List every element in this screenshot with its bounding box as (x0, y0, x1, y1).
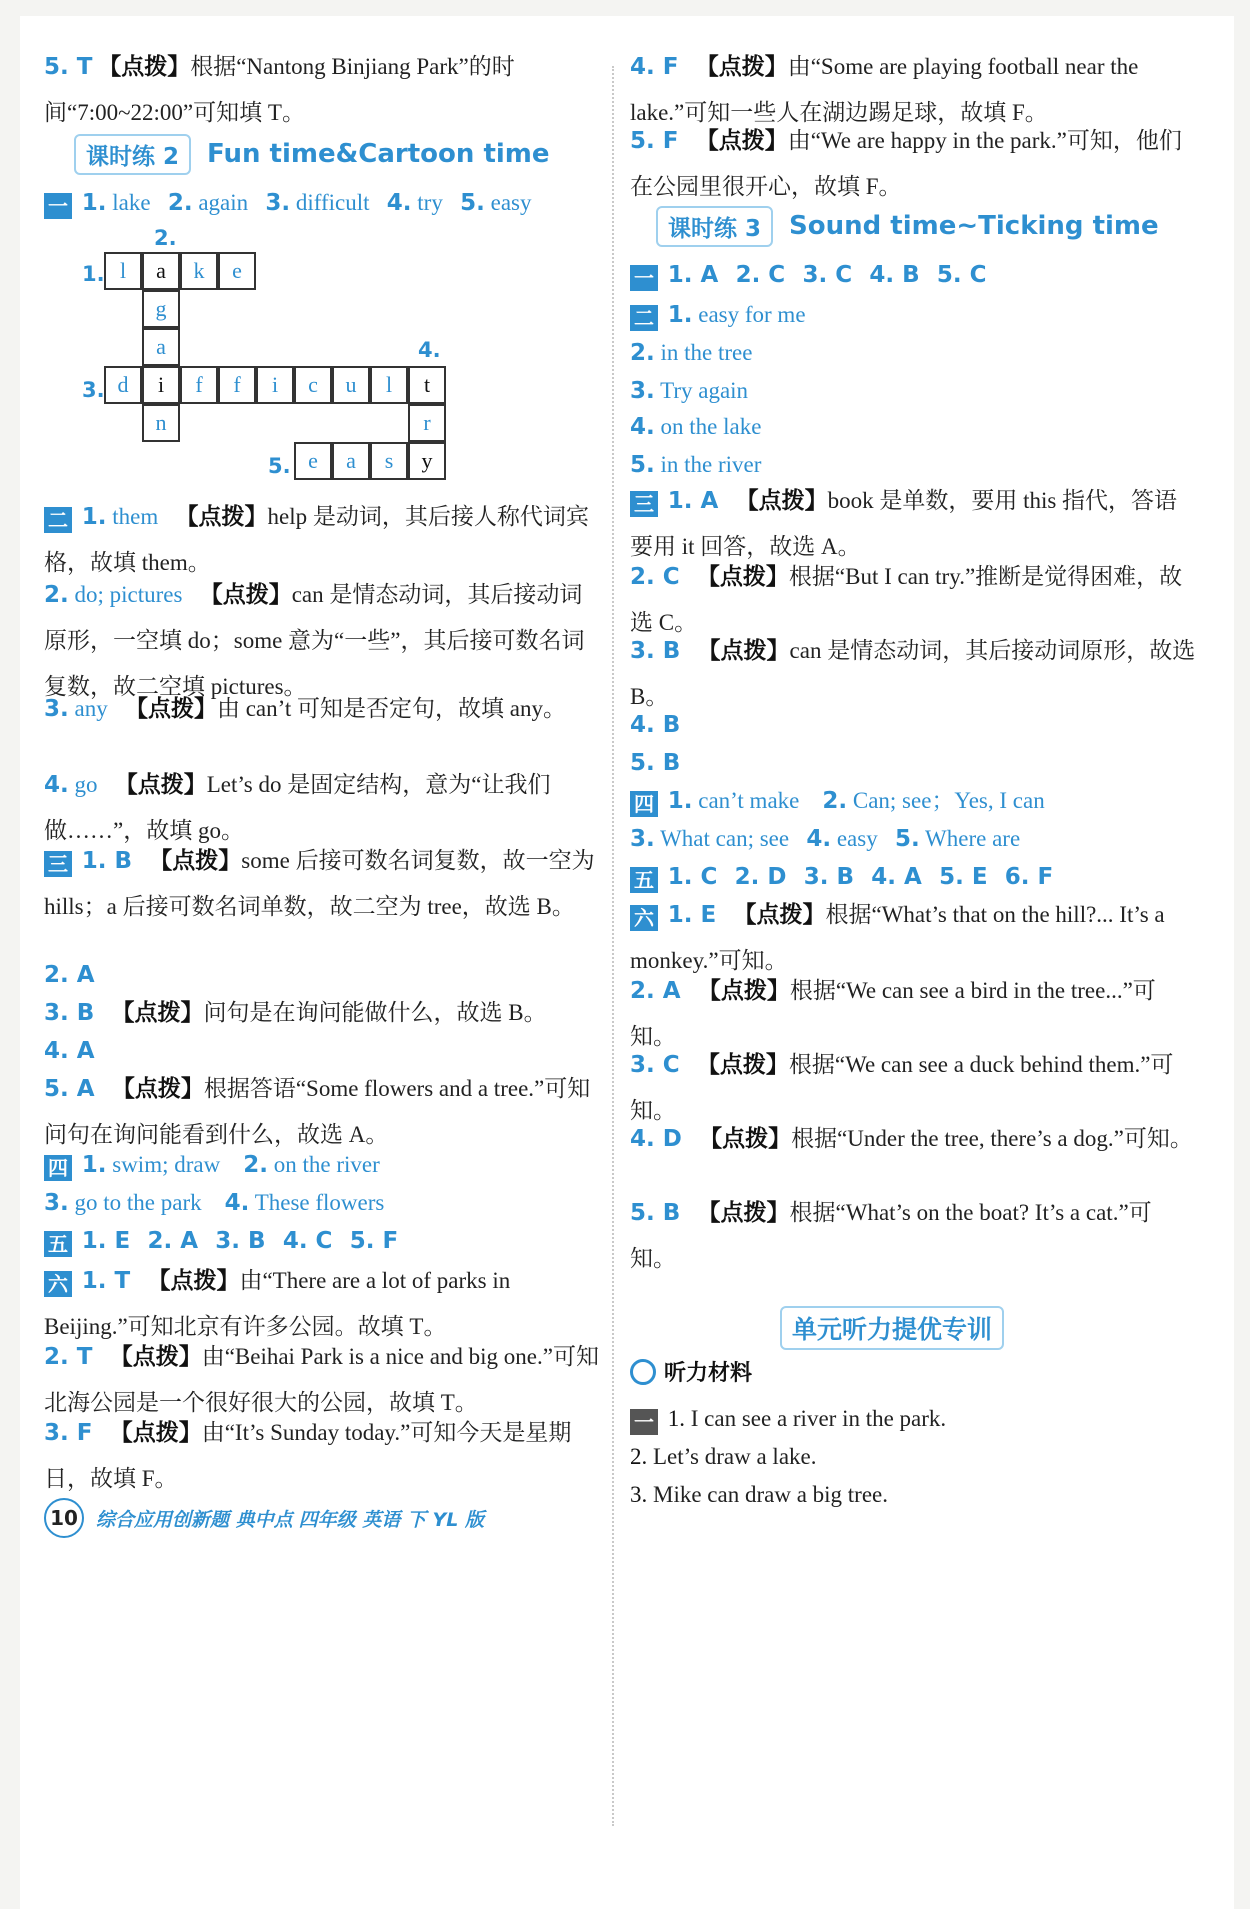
section-3-item-4: 4. A (44, 1038, 95, 1064)
book-subtitle: 四年级 英语 下 YL 版 (298, 1508, 484, 1531)
crossword-cell: k (180, 252, 218, 290)
section-mark: 四 (630, 791, 658, 817)
page-footer (44, 1498, 484, 1538)
crossword-cell: f (180, 366, 218, 404)
r-section-3-item-5: 5. B (630, 750, 681, 776)
section-mark: 三 (44, 851, 72, 877)
r-section-5-answers: 五 1. C 2. D 3. B 4. A 5. E 6. F (630, 854, 1196, 900)
r-section-6-item-5: 5. B 【点拨】根据“What’s on the boat? It’s a cat.”可知。 (630, 1200, 1152, 1271)
section-mark: 六 (630, 905, 658, 931)
r-section-2-item-5: 5. in the river (630, 452, 762, 478)
r-section-2-item-4: 4. on the lake (630, 414, 762, 440)
section-mark: 五 (44, 1231, 72, 1257)
crossword-cell: t (408, 366, 446, 404)
section-3-item-5: 5. A 【点拨】根据答语“Some flowers and a tree.”可知问句在询问能看到什么，故选 A。 (44, 1076, 591, 1147)
section-2-item-1: 二 1. them 【点拨】help 是动词，其后接人称代词宾格，故填 them。 (44, 504, 589, 575)
crossword-cell: y (408, 442, 446, 480)
section-mark: 一 (44, 193, 72, 219)
section-6-item-2: 2. T 【点拨】由“Beihai Park is a nice and big one.”可知北海公园是一个很好很大的公园，故填 T。 (44, 1344, 599, 1415)
brand-logo: 综合应用创新题 典中点 (96, 1508, 293, 1531)
column-divider (612, 66, 614, 1826)
lesson-2-header: 课时练 2 Fun time&Cartoon time (74, 130, 550, 178)
section-3-item-3: 3. B 【点拨】问句是在询问能做什么，故选 B。 (44, 1000, 547, 1026)
crossword-cell: i (256, 366, 294, 404)
answer-5-note: 5. T 【点拨】根据“Nantong Binjiang Park”的时间“7:00~22:00”可知填 T。 (44, 54, 515, 125)
crossword-cell: l (370, 366, 408, 404)
crossword-cell: l (104, 252, 142, 290)
section-2-item-2: 2. do; pictures 【点拨】can 是情态动词，其后接动词原形，一空填 do；some 意为“一些”，其后接可数名词复数，故二空填 pictures。 (44, 582, 585, 699)
r-section-3-item-1: 三 1. A 【点拨】book 是单数，要用 this 指代，答语要用 it 回答，故选 A。 (630, 488, 1178, 559)
r-section-3-item-3: 3. B 【点拨】can 是情态动词，其后接动词原形，故选 B。 (630, 638, 1196, 709)
section-mark: 四 (44, 1155, 72, 1181)
crossword-cell: u (332, 366, 370, 404)
page-number: 10 (44, 1498, 84, 1538)
r-section-2-item-3: 3. Try again (630, 378, 749, 404)
answer-5-note: 5. F 【点拨】由“We are happy in the park.”可知，他们在公园里很开心，故填 F。 (630, 128, 1182, 199)
section-3-item-1: 三 1. B 【点拨】some 后接可数名词复数，故一空为 hills；a 后接可数名词单数，故二空为 tree，故选 B。 (44, 848, 595, 919)
listening-item-3: 3. Mike can draw a big tree. (630, 1482, 889, 1507)
crossword-cell: s (370, 442, 408, 480)
r-section-6-item-1: 六 1. E 【点拨】根据“What’s that on the hill?... It’s a monkey.”可知。 (630, 902, 1165, 973)
listening-item-1: 一 1. I can see a river in the park. (630, 1396, 1196, 1442)
r-section-4-line-1: 四 1. can’t make 2. Can; see；Yes, I can (630, 778, 1196, 824)
section-mark: 二 (44, 507, 72, 533)
crossword-cell: a (142, 328, 180, 366)
crossword-cell: f (218, 366, 256, 404)
crossword-cell: e (294, 442, 332, 480)
section-4-line-1: 四 1. swim; draw 2. on the river (44, 1142, 604, 1188)
r-section-6-item-3: 3. C 【点拨】根据“We can see a duck behind them.”可知。 (630, 1052, 1174, 1123)
r-section-6-item-2: 2. A 【点拨】根据“We can see a bird in the tree...”可知。 (630, 978, 1156, 1049)
section-mark: 二 (630, 305, 658, 331)
section-2-item-3: 3. any 【点拨】由 can’t 可知是否定句，故填 any。 (44, 696, 566, 722)
crossword-cell: d (104, 366, 142, 404)
lesson-3-header: 课时练 3 Sound time~Ticking time (656, 202, 1159, 250)
headphone-icon (630, 1359, 656, 1385)
listening-item-2: 2. Let’s draw a lake. (630, 1444, 817, 1469)
r-section-3-item-4: 4. B (630, 712, 681, 738)
section-5-answers: 五 1. E 2. A 3. B 4. C 5. F (44, 1218, 604, 1264)
crossword-cell: a (142, 252, 180, 290)
crossword-cell: e (218, 252, 256, 290)
section-mark: 三 (630, 491, 658, 517)
r-section-6-item-4: 4. D 【点拨】根据“Under the tree, there’s a dog.”可知。 (630, 1126, 1193, 1152)
answer-page: 5. T 【点拨】根据“Nantong Binjiang Park”的时间“7:00~22:00”可知填 T。 课时练 2 Fun time&Cartoon time 一 1. lake 2. again 3. difficult 4. try 5. easy 2. 1. l a k e g a 4. 3. d i f f i c u l t n r 5. e a s y 二 1. them 【点拨】help 是动词，其后接人称代词宾格，故填 them。 2. do; pictures 【点拨】can 是情态动词，其后接动词原形，一空填 do；some 意为“一些”，其后接可数名词复数，故二空填 pictures。 3. any 【点拨】由 can’t 可知是否定句，故填 any。 4. go 【点拨】Let’s do 是固定结构，意为“让我们做……”，故填 go。 三 1. B 【点拨】some 后接可数名词复数，故一空为 hills；a 后接可数名词单数，故二空为 tree，故选 B。 2. A 3. B 【点拨】问句是在询问能做什么，故选 B。 4. A 5. A 【点拨】根据答语“Some flowers and a tree.”可知问句在询问能看到什么，故选 A。 四 1. swim; draw 2. on the river 3. go to the park 4. These flowers 五 1. E 2. A 3. B 4. C 5. F 六 1. T 【点拨】由“There are a lot of parks in Beijing.”可知北京有许多公园。故填 T。 2. T 【点拨】由“Beihai Park is a nice and big one.”可知北海公园是一个很好很大的公园，故填 T。 3. F 【点拨】由“It’s Sunday today.”可知今天是星期日，故填 F。 4. F 【点拨】由“Some are playing football near the lake.”可知一些人在湖边踢足球，故填 F。 5. F 【点拨】由“We are happy in the park.”可知，他们在公园里很开心，故填 F。 课时练 3 Sound time~Ticking time 一 1. A 2. C 3. C 4. B 5. C 二 1. easy for me 2. in the tree 3. Try again 4. on the lake 5. in the river 三 1. A 【点拨】book 是单数，要用 this 指代，答语要用 it 回答，故选 A。 2. C 【点拨】根据“But I can try.”推断是觉得困难，故选 C。 3. B 【点拨】can 是情态动词，其后接动词原形，故选 B。 4. B 5. B 四 1. can’t make 2. Can; see；Yes, I can 3. What can; see 4. easy 5. Where are 五 1. C 2. D 3. B 4. A 5. E 6. F 六 1. E 【点拨】根据“What’s that on the hill?... It’s a monkey.”可知。 2. A 【点拨】根据“We can see a bird in the tree...”可知。 3. C 【点拨】根据“We can see a duck behind them.”可知。 4. D 【点拨】根据“Under the tree, there’s a dog.”可知。 5. B 【点拨】根据“What’s on the boat? It’s a cat.”可知。 单元听力提优专训 听力材料 一 1. I can see a river in the park. 2. Let’s draw a lake. 3. Mike can draw a big tree. 10 综合应用创新题 典中点 四年级 英语 下 YL 版 (20, 16, 1234, 1909)
crossword-cell: r (408, 404, 446, 442)
listening-material-heading: 听力材料 (630, 1356, 752, 1387)
section-mark: 一 (630, 265, 658, 291)
section-6-item-1: 六 1. T 【点拨】由“There are a lot of parks in Beijing.”可知北京有许多公园。故填 T。 (44, 1268, 511, 1339)
crossword-cell: c (294, 366, 332, 404)
r-section-3-item-2: 2. C 【点拨】根据“But I can try.”推断是觉得困难，故选 C。 (630, 564, 1183, 635)
r-section-4-line-2: 3. What can; see 4. easy 5. Where are (630, 826, 1021, 852)
section-6-item-3: 3. F 【点拨】由“It’s Sunday today.”可知今天是星期日，故填 F。 (44, 1420, 572, 1491)
crossword-cell: i (142, 366, 180, 404)
section-2-item-4: 4. go 【点拨】Let’s do 是固定结构，意为“让我们做……”，故填 go。 (44, 772, 551, 843)
section-mark: 六 (44, 1271, 72, 1297)
r-section-2-item-1: 二 1. easy for me (630, 292, 1196, 338)
section-1-answers: 一 1. lake 2. again 3. difficult 4. try 5. easy (44, 180, 604, 226)
section-mark: 一 (630, 1409, 658, 1435)
r-section-1-answers: 一 1. A 2. C 3. C 4. B 5. C (630, 252, 1196, 298)
answer-4-note: 4. F 【点拨】由“Some are playing football near the lake.”可知一些人在湖边踢足球，故填 F。 (630, 54, 1139, 125)
r-section-2-item-2: 2. in the tree (630, 340, 753, 366)
crossword-cell: a (332, 442, 370, 480)
section-3-item-2: 2. A (44, 962, 95, 988)
unit-listening-banner: 单元听力提优专训 (780, 1306, 1004, 1350)
crossword-cell: g (142, 290, 180, 328)
section-mark: 五 (630, 867, 658, 893)
section-4-line-2: 3. go to the park 4. These flowers (44, 1190, 385, 1216)
crossword-cell: n (142, 404, 180, 442)
